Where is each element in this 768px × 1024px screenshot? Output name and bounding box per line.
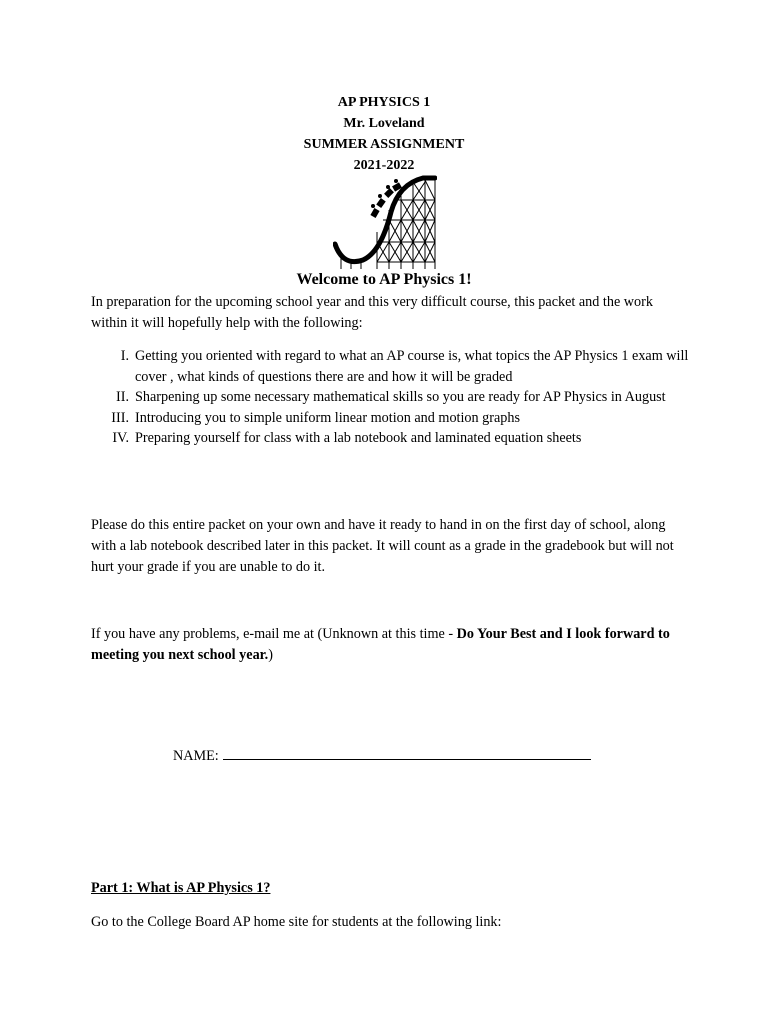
list-item bbox=[91, 346, 691, 387]
instructions-paragraph: Please do this entire packet on your own and have it ready to hand in on the first day of school, along with a lab notebook described later in this packet. It will count as a grade in the gradebook but will not hurt your grade if you are unable to do it. bbox=[91, 517, 674, 575]
school-year: 2021-2022 bbox=[353, 158, 415, 173]
contact-paragraph bbox=[91, 624, 691, 666]
list-item bbox=[91, 408, 691, 429]
assignment-title: SUMMER ASSIGNMENT bbox=[303, 137, 465, 152]
list-item bbox=[91, 428, 691, 449]
part1-paragraph: Go to the College Board AP home site for students at the following link: bbox=[91, 914, 502, 930]
list-item bbox=[91, 387, 691, 408]
teacher-name: Mr. Loveland bbox=[343, 116, 425, 131]
list-item-text: Preparing yourself for class with a lab notebook and laminated equation sheets bbox=[135, 430, 582, 446]
contact-suffix: ) bbox=[268, 647, 273, 663]
list-item-number: IV. bbox=[112, 430, 129, 446]
list-item-text: Getting you oriented with regard to what an AP course is, what topics the AP Physics 1 exam will cover , what kinds of questions there are and how it will be graded bbox=[135, 348, 689, 385]
list-item-number: I. bbox=[120, 348, 129, 364]
part1-heading: Part 1: What is AP Physics 1? bbox=[91, 880, 271, 896]
list-item-number: II. bbox=[116, 389, 129, 405]
intro-paragraph: In preparation for the upcoming school year and this very difficult course, this packet and the work within it will hopefully help with the following: bbox=[91, 294, 653, 331]
goals-list bbox=[91, 346, 691, 449]
list-item-text: Introducing you to simple uniform linear motion and motion graphs bbox=[135, 409, 520, 426]
contact-bold: Do Your Best and I look forward to meeting you next school year. bbox=[91, 626, 670, 663]
welcome-heading: Welcome to AP Physics 1! bbox=[296, 271, 472, 288]
name-blank-line[interactable] bbox=[223, 745, 591, 760]
list-item-text: Sharpening up some necessary mathematical skills so you are ready for AP Physics in August bbox=[135, 389, 666, 405]
document-header bbox=[0, 92, 768, 176]
contact-prefix: If you have any problems, e-mail me at (Unknown at this time - bbox=[91, 626, 457, 642]
list-item-number: III. bbox=[111, 409, 129, 426]
name-label: NAME: bbox=[173, 748, 219, 764]
name-field bbox=[173, 745, 591, 767]
roller-coaster-icon bbox=[333, 172, 437, 270]
course-title: AP PHYSICS 1 bbox=[337, 95, 431, 110]
